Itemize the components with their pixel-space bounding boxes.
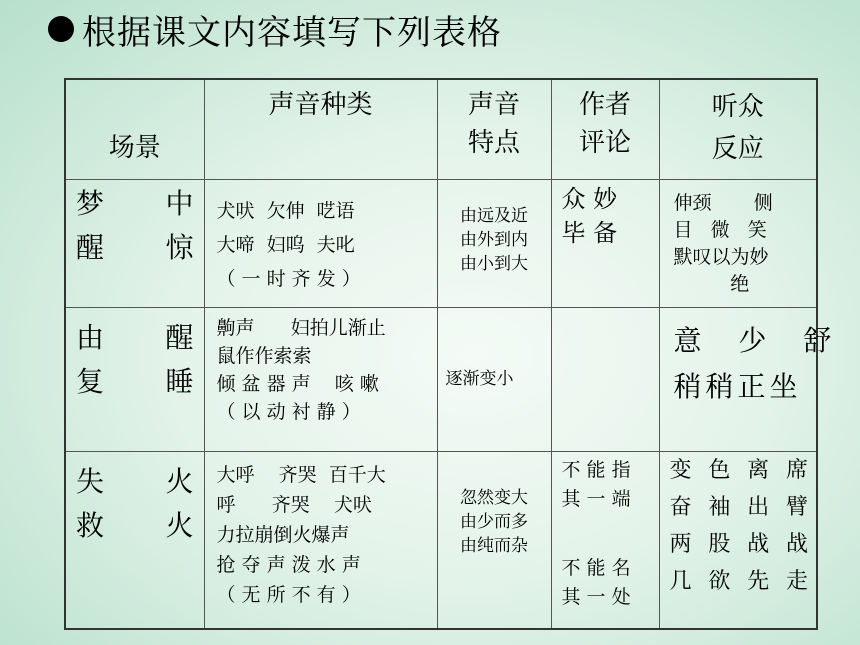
header-sound-type: 声音种类 [204, 79, 437, 179]
sound-type-cell: 犬吠 欠伸 呓语 大啼 妇呜 夫叱 （ 一 时 齐 发 ） [204, 179, 437, 307]
scene-cell: 失 火 救 火 [65, 451, 204, 629]
header-sound-feature: 声音 特点 [437, 79, 551, 179]
scene-cell: 梦 中 醒 惊 [65, 179, 204, 307]
scene-cell: 由 醒 复 睡 [65, 307, 204, 451]
table-header-row [65, 79, 817, 179]
page-title [48, 4, 502, 54]
table-row [65, 307, 817, 451]
header-scene: 场景 [65, 79, 204, 179]
bullet-icon [48, 16, 74, 42]
sound-feature-cell: 由远及近 由外到内 由小到大 [437, 179, 551, 307]
sound-feature-cell: 忽然变大 由少而多 由纯而杂 [437, 451, 551, 629]
author-comment-cell: 众 妙 毕 备 [551, 179, 659, 307]
audience-reaction-cell: 伸颈 侧 目 微 笑 默叹以为妙 绝 [659, 179, 817, 307]
content-table [64, 78, 846, 630]
audience-reaction-cell: 变 色 离 席 奋 袖 出 臂 两 股 战 战 几 欲 先 走 [659, 451, 817, 629]
author-comment-cell [551, 307, 659, 451]
sound-type-cell: 齁声 妇拍儿渐止 鼠作作索索 倾 盆 器 声 咳 嗽 （ 以 动 衬 静 ） [204, 307, 437, 451]
header-audience-reaction: 听众 反应 [659, 79, 817, 179]
audience-reaction-cell: 意 少 舒 稍稍正坐 [659, 307, 817, 451]
table-row [65, 179, 817, 307]
sound-feature-cell: 逐渐变小 [437, 307, 551, 451]
table-row [65, 451, 817, 629]
header-author-comment: 作者 评论 [551, 79, 659, 179]
title-text: 根据课文内容填写下列表格 [82, 12, 502, 53]
author-comment-cell: 不 能 指 其 一 端 不 能 名 其 一 处 [551, 451, 659, 629]
sound-type-cell: 大呼 齐哭 百千大 呼 齐哭 犬吠 力拉崩倒火爆声 抢 夺 声 泼 水 声 （ 无 所 不 有 ） [204, 451, 437, 629]
